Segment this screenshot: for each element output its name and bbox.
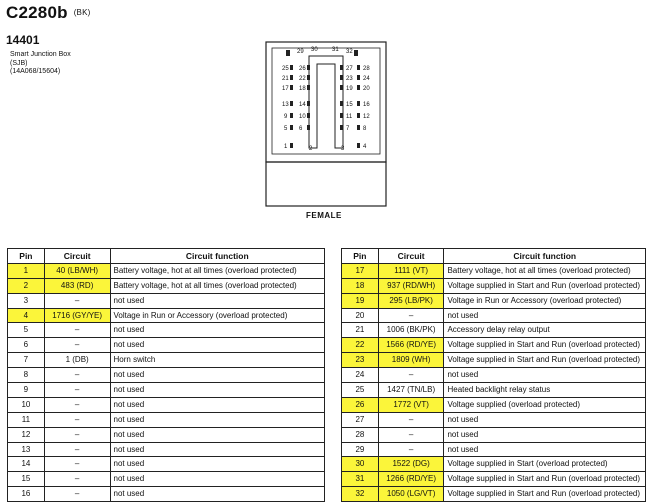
circuit-cell: – xyxy=(44,323,110,338)
connector-title xyxy=(6,3,91,23)
pin-label-12: 12 xyxy=(363,114,370,120)
circuit-cell: – xyxy=(44,427,110,442)
pin-cell: 20 xyxy=(342,308,379,323)
table-row xyxy=(342,353,646,368)
function-cell: not used xyxy=(110,472,325,487)
function-cell: not used xyxy=(444,412,646,427)
pin-cell: 15 xyxy=(8,472,45,487)
pin-label-22: 22 xyxy=(299,76,306,82)
function-cell: Voltage supplied in Start and Run (overload protected) xyxy=(444,487,646,502)
pin-table-left-body xyxy=(8,263,325,501)
function-cell: not used xyxy=(444,308,646,323)
circuit-cell: 1 (DB) xyxy=(44,353,110,368)
table-row xyxy=(342,397,646,412)
header-circuit: Circuit xyxy=(44,249,110,264)
pin-label-14: 14 xyxy=(299,102,306,108)
circuit-cell: 1809 (WH) xyxy=(378,353,444,368)
table-row xyxy=(342,368,646,383)
table-row xyxy=(8,383,325,398)
circuit-cell: – xyxy=(378,308,444,323)
function-cell: Heated backlight relay status xyxy=(444,383,646,398)
pin-table-right-body xyxy=(342,263,646,501)
pin-label-25: 25 xyxy=(282,66,289,72)
function-cell: Voltage supplied in Start (overload protected) xyxy=(444,457,646,472)
function-cell: not used xyxy=(110,442,325,457)
pin-label-23: 23 xyxy=(346,76,353,82)
function-cell: not used xyxy=(110,397,325,412)
pin-cell: 27 xyxy=(342,412,379,427)
table-header-row xyxy=(8,249,325,264)
table-row xyxy=(342,457,646,472)
circuit-cell: 1050 (LG/VT) xyxy=(378,487,444,502)
pin-label-10: 10 xyxy=(299,114,306,120)
pin-cell: 2 xyxy=(8,278,45,293)
pin-cell: 3 xyxy=(8,293,45,308)
pin-cell: 9 xyxy=(8,383,45,398)
pin-label-15: 15 xyxy=(346,102,353,108)
header-pin: Pin xyxy=(342,249,379,264)
pin-cell: 12 xyxy=(8,427,45,442)
table-row xyxy=(342,427,646,442)
pin-cell: 8 xyxy=(8,368,45,383)
pin-cell: 14 xyxy=(8,457,45,472)
circuit-cell: 295 (LB/PK) xyxy=(378,293,444,308)
function-cell: not used xyxy=(110,457,325,472)
function-cell: not used xyxy=(444,442,646,457)
pin-cell: 6 xyxy=(8,338,45,353)
table-row xyxy=(342,383,646,398)
pin-label-19: 19 xyxy=(346,86,353,92)
function-cell: Accessory delay relay output xyxy=(444,323,646,338)
table-row xyxy=(342,442,646,457)
pin-label-29: 29 xyxy=(297,49,304,55)
pin-cell: 18 xyxy=(342,278,379,293)
function-cell: not used xyxy=(110,487,325,502)
circuit-cell: – xyxy=(44,457,110,472)
pin-label-9: 9 xyxy=(284,114,288,120)
pin-label-26: 26 xyxy=(299,66,306,72)
circuit-cell: – xyxy=(44,487,110,502)
pin-label-31: 31 xyxy=(332,47,339,53)
pin-cell: 26 xyxy=(342,397,379,412)
circuit-cell: – xyxy=(44,472,110,487)
pin-cell: 1 xyxy=(8,263,45,278)
pin-cell: 30 xyxy=(342,457,379,472)
circuit-cell: 1522 (DG) xyxy=(378,457,444,472)
part-number: 14401 xyxy=(6,33,40,47)
pin-cell: 17 xyxy=(342,263,379,278)
table-row xyxy=(8,353,325,368)
pin-cell: 13 xyxy=(8,442,45,457)
table-row xyxy=(342,293,646,308)
function-cell: Horn switch xyxy=(110,353,325,368)
pin-cell: 4 xyxy=(8,308,45,323)
table-row xyxy=(8,442,325,457)
description-line: (14A068/15604) xyxy=(10,68,61,75)
connector-key-slot xyxy=(309,56,343,148)
function-cell: not used xyxy=(444,427,646,442)
circuit-cell: – xyxy=(44,368,110,383)
function-cell: not used xyxy=(110,323,325,338)
table-row xyxy=(342,323,646,338)
table-row xyxy=(8,308,325,323)
pin-cell: 29 xyxy=(342,442,379,457)
circuit-cell: – xyxy=(378,427,444,442)
pin-label-28: 28 xyxy=(363,66,370,72)
table-row xyxy=(8,397,325,412)
circuit-cell: 483 (RD) xyxy=(44,278,110,293)
pin-label-4: 4 xyxy=(363,144,367,150)
circuit-cell: – xyxy=(378,442,444,457)
pin-cell: 11 xyxy=(8,412,45,427)
function-cell: Voltage supplied in Start and Run (overload protected) xyxy=(444,353,646,368)
circuit-cell: 937 (RD/WH) xyxy=(378,278,444,293)
function-cell: Voltage supplied (overload protected) xyxy=(444,397,646,412)
function-cell: not used xyxy=(110,383,325,398)
table-row xyxy=(342,472,646,487)
circuit-cell: – xyxy=(44,338,110,353)
pin-cell: 10 xyxy=(8,397,45,412)
pin-label-21: 21 xyxy=(282,76,289,82)
table-row xyxy=(8,427,325,442)
pin-label-1: 1 xyxy=(284,144,288,150)
table-row xyxy=(8,338,325,353)
function-cell: not used xyxy=(110,293,325,308)
pin-cell: 31 xyxy=(342,472,379,487)
function-cell: not used xyxy=(110,412,325,427)
pin-cell: 25 xyxy=(342,383,379,398)
circuit-cell: 1111 (VT) xyxy=(378,263,444,278)
function-cell: Battery voltage, hot at all times (overload protected) xyxy=(110,263,325,278)
pin-label-11: 11 xyxy=(346,114,353,120)
pin-table-right xyxy=(341,248,646,502)
description-line: Smart Junction Box xyxy=(10,51,71,58)
pin-label-5: 5 xyxy=(284,126,288,132)
table-row xyxy=(8,472,325,487)
pin-cell: 21 xyxy=(342,323,379,338)
connector-body xyxy=(266,162,386,206)
connector-id: C2280b xyxy=(6,3,68,22)
pin-cell: 24 xyxy=(342,368,379,383)
pin-cell: 7 xyxy=(8,353,45,368)
table-row xyxy=(8,278,325,293)
pin-cell: 5 xyxy=(8,323,45,338)
pin-label-24: 24 xyxy=(363,76,370,82)
table-row xyxy=(8,487,325,502)
header-function: Circuit function xyxy=(444,249,646,264)
function-cell: Voltage in Run or Accessory (overload protected) xyxy=(110,308,325,323)
circuit-cell: 1266 (RD/YE) xyxy=(378,472,444,487)
table-row xyxy=(8,412,325,427)
function-cell: Battery voltage, hot at all times (overload protected) xyxy=(444,263,646,278)
table-row xyxy=(8,323,325,338)
pin-label-6: 6 xyxy=(299,126,303,132)
table-row xyxy=(342,308,646,323)
table-row xyxy=(8,263,325,278)
table-row xyxy=(8,368,325,383)
pin-label-8: 8 xyxy=(363,126,367,132)
table-row xyxy=(342,487,646,502)
pin-label-30: 30 xyxy=(311,47,318,53)
header-circuit: Circuit xyxy=(378,249,444,264)
latch-tab xyxy=(286,50,290,56)
pin-table-left xyxy=(7,248,325,502)
component-description xyxy=(10,51,71,77)
function-cell: Voltage supplied in Start and Run (overload protected) xyxy=(444,278,646,293)
latch-tab xyxy=(354,50,358,56)
pin-label-20: 20 xyxy=(363,86,370,92)
header-function: Circuit function xyxy=(110,249,325,264)
pin-cell: 32 xyxy=(342,487,379,502)
diagram-label: FEMALE xyxy=(306,211,342,220)
table-row xyxy=(342,412,646,427)
circuit-cell: – xyxy=(44,383,110,398)
circuit-cell: 1006 (BK/PK) xyxy=(378,323,444,338)
circuit-cell: 40 (LB/WH) xyxy=(44,263,110,278)
table-row xyxy=(8,457,325,472)
pin-label-3: 3 xyxy=(341,146,345,152)
pin-label-13: 13 xyxy=(282,102,289,108)
pin-label-27: 27 xyxy=(346,66,353,72)
pin-label-2: 2 xyxy=(309,146,313,152)
function-cell: not used xyxy=(444,368,646,383)
pin-cell: 16 xyxy=(8,487,45,502)
table-header-row xyxy=(342,249,646,264)
pin-cell: 19 xyxy=(342,293,379,308)
function-cell: not used xyxy=(110,338,325,353)
pin-cell: 23 xyxy=(342,353,379,368)
circuit-cell: – xyxy=(44,293,110,308)
circuit-cell: – xyxy=(44,397,110,412)
table-row xyxy=(8,293,325,308)
circuit-cell: 1566 (RD/YE) xyxy=(378,338,444,353)
pin-label-7: 7 xyxy=(346,126,350,132)
function-cell: not used xyxy=(110,368,325,383)
pin-label-17: 17 xyxy=(282,86,289,92)
function-cell: Voltage supplied in Start and Run (overload protected) xyxy=(444,472,646,487)
description-line: (SJB) xyxy=(10,59,28,67)
circuit-cell: – xyxy=(378,368,444,383)
circuit-cell: – xyxy=(378,412,444,427)
pin-label-18: 18 xyxy=(299,86,306,92)
connector-color-code: (BK) xyxy=(73,8,91,17)
function-cell: Voltage in Run or Accessory (overload protected) xyxy=(444,293,646,308)
table-row xyxy=(342,278,646,293)
table-row xyxy=(342,263,646,278)
circuit-cell: 1427 (TN/LB) xyxy=(378,383,444,398)
circuit-cell: 1716 (GY/YE) xyxy=(44,308,110,323)
table-row xyxy=(342,338,646,353)
connector-face-diagram xyxy=(262,40,392,210)
pin-label-32: 32 xyxy=(346,49,353,55)
pin-cell: 28 xyxy=(342,427,379,442)
function-cell: Battery voltage, hot at all times (overload protected) xyxy=(110,278,325,293)
function-cell: not used xyxy=(110,427,325,442)
header-pin: Pin xyxy=(8,249,45,264)
pin-cell: 22 xyxy=(342,338,379,353)
pin-label-16: 16 xyxy=(363,102,370,108)
circuit-cell: 1772 (VT) xyxy=(378,397,444,412)
circuit-cell: – xyxy=(44,442,110,457)
function-cell: Voltage supplied in Start and Run (overload protected) xyxy=(444,338,646,353)
circuit-cell: – xyxy=(44,412,110,427)
